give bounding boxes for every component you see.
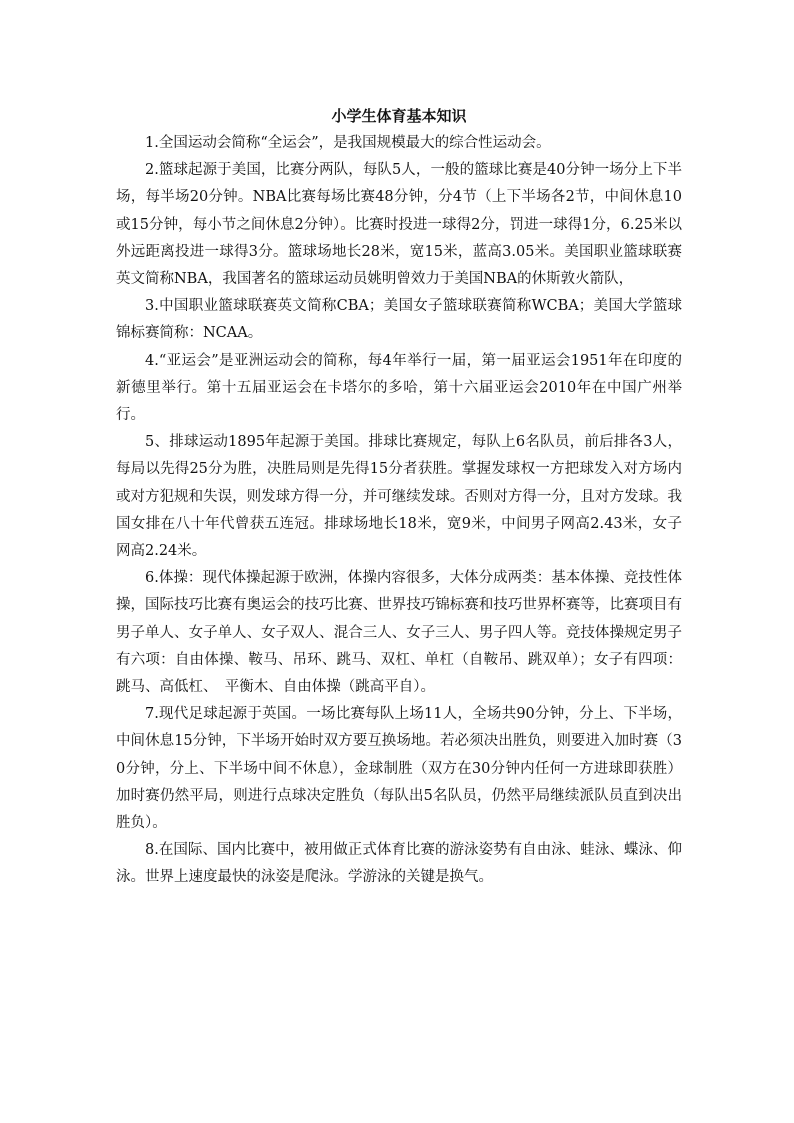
paragraph-gymnastics: 6.体操：现代体操起源于欧洲，体操内容很多，大体分成两类：基本体操、竞技性体操，国际技巧比赛有奥运会的技巧比赛、世界技巧锦标赛和技巧世界杯赛等，比赛项目有男子单人、女子单人、女子双人、混合三人、女子三人、男子四人等。竞技体操规定男子有六项：自由体操、鞍马、吊环、跳马、双杠、单杠（自鞍吊、跳双单）；女子有四项：跳马、高低杠、 平衡木、自由体操（跳高平自）。 bbox=[116, 570, 682, 696]
document-title: 小学生体育基本知识 bbox=[331, 107, 467, 125]
paragraph-swimming: 8.在国际、国内比赛中，被用做正式体育比赛的游泳姿势有自由泳、蛙泳、蝶泳、仰泳。世界上速度最快的泳姿是爬泳。学游泳的关键是换气。 bbox=[116, 842, 682, 886]
paragraph-basketball: 2.篮球起源于美国，比赛分两队，每队5人，一般的篮球比赛是40分钟一场分上下半场，每半场20分钟。NBA比赛每场比赛48分钟，分4节（上下半场各2节，中间休息10或15分钟，每小节之间休息2分钟）。比赛时投进一球得2分，罚进一球得1分，6.25米以外远距离投进一球得3分。篮球场地长28米，宽15米，蓝高3.05米。美国职业篮球联赛英文简称NBA，我国著名的篮球运动员姚明曾效力于美国NBA的休斯敦火箭队， bbox=[116, 162, 682, 288]
paragraph-basketball-leagues: 3.中国职业篮球联赛英文简称CBA；美国女子篮球联赛简称WCBA；美国大学篮球锦标赛简称：NCAA。 bbox=[116, 298, 682, 342]
paragraph-asian-games: 4.“亚运会”是亚洲运动会的简称，每4年举行一届，第一届亚运会1951年在印度的新德里举行。第十五届亚运会在卡塔尔的多哈，第十六届亚运会2010年在中国广州举行。 bbox=[116, 352, 682, 424]
paragraph-national-games: 1.全国运动会简称“全运会”，是我国规模最大的综合性运动会。 bbox=[145, 135, 551, 151]
document-page bbox=[116, 102, 682, 892]
paragraph-football: 7.现代足球起源于英国。一场比赛每队上场11人，全场共90分钟，分上、下半场，中间休息15分钟，下半场开始时双方要互换场地。若必须决出胜负，则要进入加时赛（30分钟，分上、下半场中间不休息），金球制胜（双方在30分钟内任何一方进球即获胜）加时赛仍然平局，则进行点球决定胜负（每队出5名队员，仍然平局继续派队员直到决出胜负）。 bbox=[116, 706, 682, 832]
paragraph-volleyball: 5、排球运动1895年起源于美国。排球比赛规定，每队上6名队员，前后排各3人，每局以先得25分为胜，决胜局则是先得15分者获胜。掌握发球权一方把球发入对方场内或对方犯规和失误，则发球方得一分，并可继续发球。否则对方得一分，且对方发球。我国女排在八十年代曾获五连冠。排球场地长18米，宽9米，中间男子网高2.43米，女子网高2.24米。 bbox=[116, 434, 682, 560]
